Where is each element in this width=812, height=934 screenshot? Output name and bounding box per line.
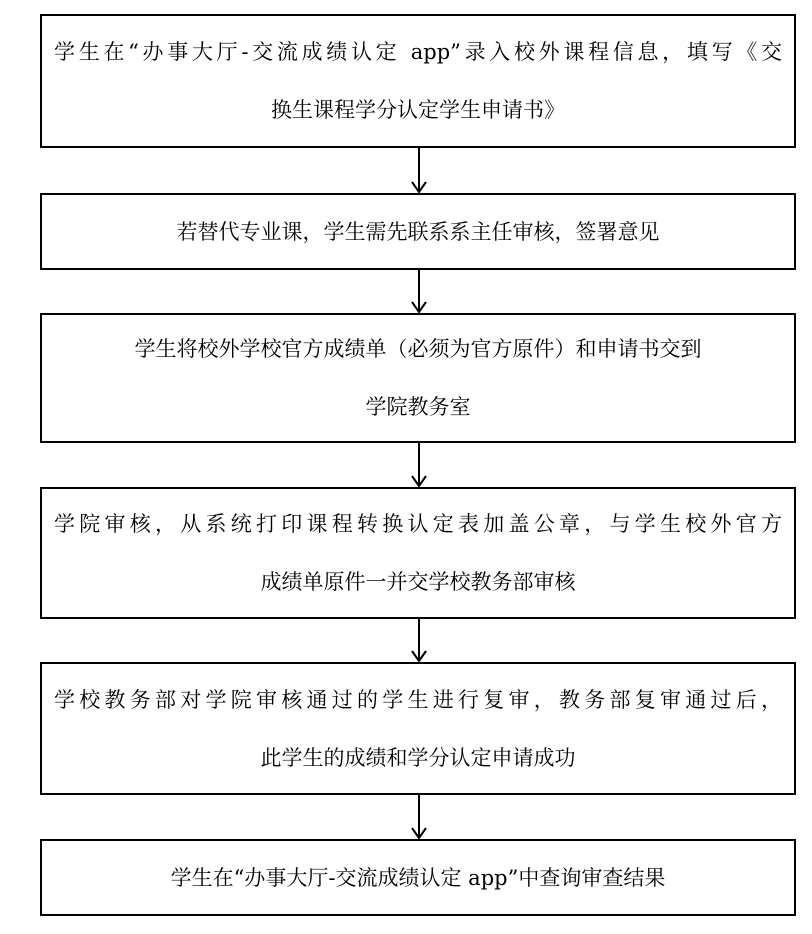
arrow-down-3 — [409, 443, 429, 487]
step-3-line-1: 学生将校外学校官方成绩单（必须为官方原件）和申请书交到 — [134, 337, 702, 361]
step-1-line-1: 学生在“办事大厅-交流成绩认定 app”录入校外课程信息，填写《交 — [54, 40, 782, 64]
step-4-box — [40, 487, 796, 619]
arrow-down-2 — [409, 270, 429, 313]
arrow-down-5 — [409, 795, 429, 839]
step-1-line-2: 换生课程学分认定学生申请书》 — [271, 98, 565, 122]
step-3-box — [40, 313, 796, 443]
arrow-down-4 — [409, 619, 429, 662]
arrow-down-icon — [409, 619, 429, 662]
step-5-line-1: 学校教务部对学院审核通过的学生进行复审，教务部复审通过后， — [54, 687, 782, 712]
step-5-box — [40, 662, 796, 795]
arrow-down-icon — [409, 148, 429, 193]
step-4-line-2: 成绩单原件一并交学校教务部审核 — [260, 570, 576, 594]
step-6-line-1: 学生在“办事大厅-交流成绩认定 app”中查询审查结果 — [170, 865, 666, 890]
step-2-box — [40, 193, 796, 270]
step-5-line-2: 此学生的成绩和学分认定申请成功 — [260, 745, 576, 770]
step-2-line-1: 若替代专业课，学生需先联系系主任审核，签署意见 — [176, 219, 660, 244]
step-3-line-2: 学院教务室 — [365, 395, 471, 419]
arrow-down-icon — [409, 270, 429, 313]
arrow-down-icon — [409, 795, 429, 839]
arrow-down-1 — [409, 148, 429, 193]
step-6-box — [40, 839, 796, 916]
step-1-box — [40, 14, 796, 148]
step-4-line-1: 学院审核，从系统打印课程转换认定表加盖公章，与学生校外官方 — [54, 512, 782, 536]
arrow-down-icon — [409, 443, 429, 487]
